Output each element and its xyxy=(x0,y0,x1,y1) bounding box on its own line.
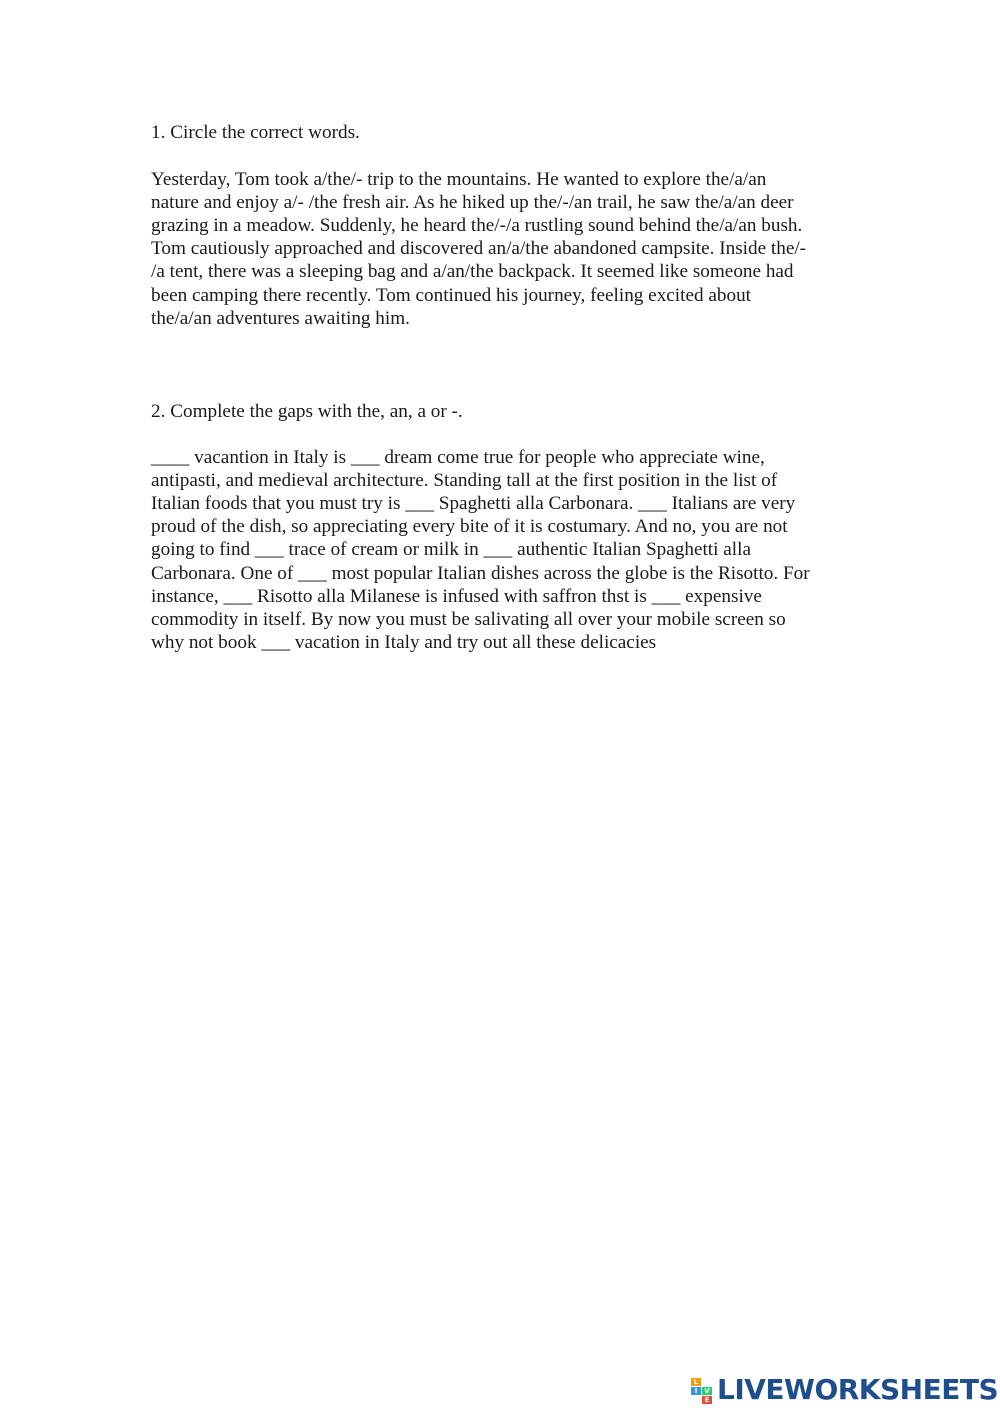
exercise-2-line: antipasti, and medieval architecture. Standing tall at the first position in the list of xyxy=(151,470,778,491)
exercise-2-line: going to find ___ trace of cream or milk in ___ authentic Italian Spaghetti alla xyxy=(151,539,751,560)
exercise-1-line: Tom cautiously approached and discovered an/a/the abandoned campsite. Inside the/- xyxy=(151,238,807,259)
liveworksheets-logo-icon xyxy=(691,1377,715,1403)
exercise-2-line: Italian foods that you must try is ___ Spaghetti alla Carbonara. ___ Italians are very xyxy=(151,493,796,514)
exercise-2-line: proud of the dish, so appreciating every bite of it is costumary. And no, you are not xyxy=(151,516,788,537)
exercise-2-line: ____ vacantion in Italy is ___ dream come true for people who appreciate wine, xyxy=(151,447,765,468)
logo-text: LIVEWORKSHEETS xyxy=(717,1373,999,1406)
exercise-1-heading: 1. Circle the correct words. xyxy=(151,122,360,143)
liveworksheets-logo xyxy=(691,1375,998,1405)
exercise-1-line: Yesterday, Tom took a/the/- trip to the mountains. He wanted to explore the/a/an xyxy=(151,169,767,190)
exercise-1-line: grazing in a meadow. Suddenly, he heard the/-/a rustling sound behind the/a/an bush. xyxy=(151,215,803,236)
exercise-1-line: nature and enjoy a/- /the fresh air. As he hiked up the/-/an trail, he saw the/a/an deer xyxy=(151,192,794,213)
exercise-1-line: /a tent, there was a sleeping bag and a/an/the backpack. It seemed like someone had xyxy=(151,261,794,282)
exercise-2-line: instance, ___ Risotto alla Milanese is infused with saffron thst is ___ expensive xyxy=(151,586,762,607)
exercise-1-line: the/a/an adventures awaiting him. xyxy=(151,308,410,329)
logo-mark-letter: E xyxy=(702,1396,712,1404)
exercise-1-line: been camping there recently. Tom continued his journey, feeling excited about xyxy=(151,285,752,306)
logo-mark-letter: I xyxy=(691,1387,701,1395)
exercise-2-line: why not book ___ vacation in Italy and try out all these delicacies xyxy=(151,632,657,653)
logo-mark-letter: V xyxy=(702,1387,712,1395)
exercise-2-heading: 2. Complete the gaps with the, an, a or -. xyxy=(151,401,463,422)
exercise-2-line: commodity in itself. By now you must be salivating all over your mobile screen so xyxy=(151,609,786,630)
exercise-2-line: Carbonara. One of ___ most popular Italian dishes across the globe is the Risotto. For xyxy=(151,563,810,584)
logo-mark-letter: L xyxy=(691,1378,701,1386)
